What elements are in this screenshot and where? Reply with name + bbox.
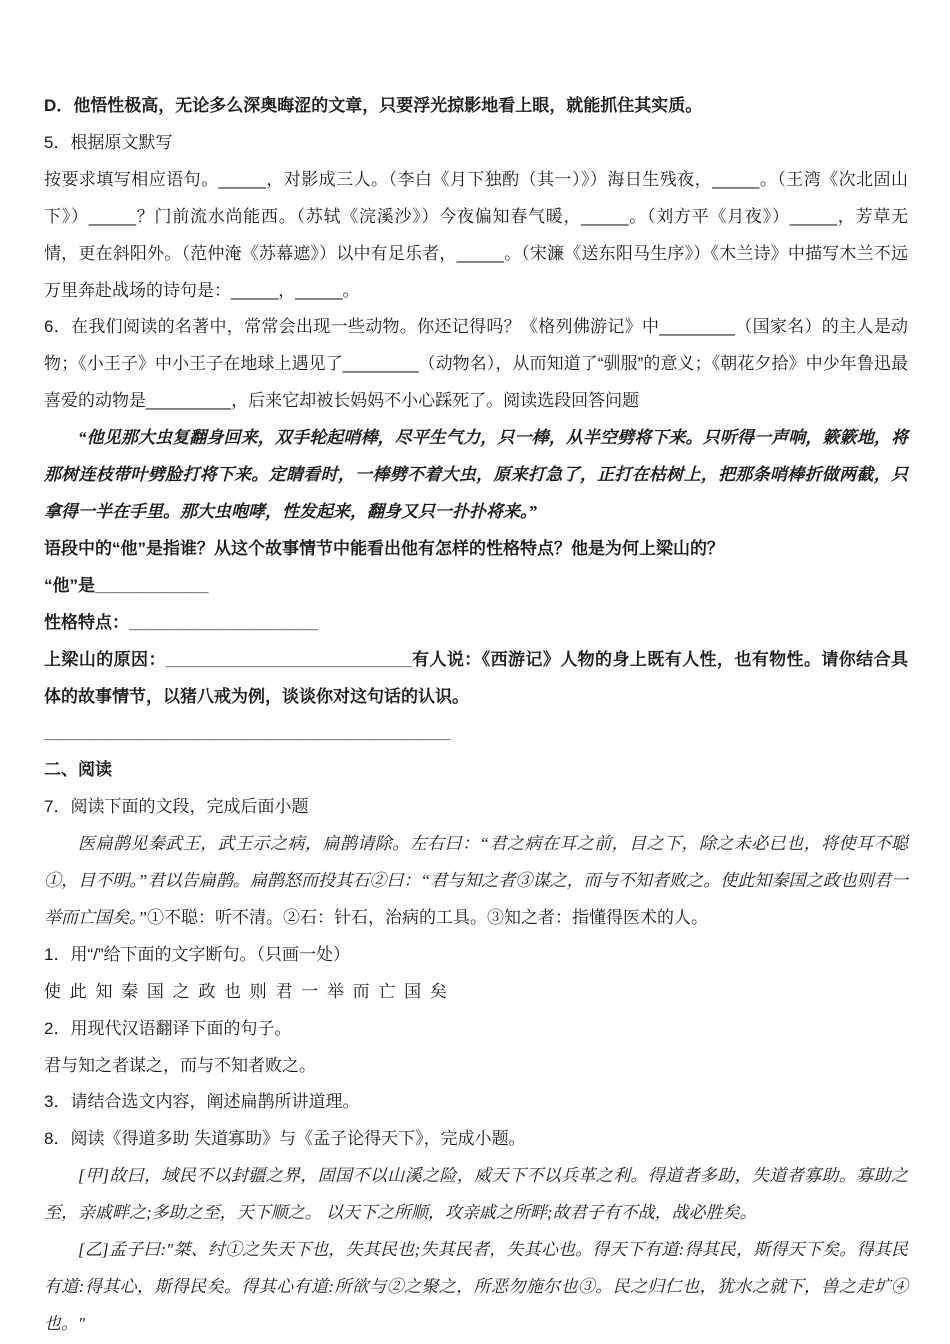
q7-sub3: 3．请结合选文内容，阐述扁鹊所讲道理。 [44, 1092, 360, 1112]
q5-fill-blanks: 按要求填写相应语句。_____，对影成三人。（李白《月下独酌（其一）》）海日生残夜，_____。（王湾《次北固山下》）_____？门前流水尚能西。（苏轼《浣溪沙》）今夜偏知春气暖，_____。（刘方平《月夜》）_____，芳草无情，更在斜阳外。（范仲淹《苏幕遮》）以中有足乐者，_____。（宋濂《送东阳马生序》）《木兰诗》中描写木兰不远万里奔赴战场的诗句是：_____，_____。 [44, 169, 908, 300]
section-2-reading-heading: 二、阅读 [44, 760, 112, 780]
q8-passage-jia: [甲]故曰，域民不以封疆之界，固国不以山溪之险，威天下不以兵革之利。得道者多助，失道者寡助。寡助之至，亲戚畔之;多助之至，天下顺之。 以天下之所顺，攻亲戚之所畔;故君子有不战，战必胜矣。 [44, 1166, 908, 1223]
q7-sub1-sentence: 使 此 知 秦 国 之 政 也 则 君 一 举 而 亡 国 矣 [44, 981, 449, 1001]
q8-heading: 8．阅读《得道多助 失道寡助》与《孟子论得天下》，完成小题。 [44, 1129, 526, 1149]
blank-liangshan-reason: 上梁山的原因：__________________________有人说：《西游记》人物的身上既有人性，也有物性。请你结合具体的故事情节，以猪八戒为例，谈谈你对这句话的认识。 [44, 649, 908, 706]
q6-who-question: 语段中的“他”是指谁？从这个故事情节中能看出他有怎样的性格特点？他是为何上梁山的？ [44, 538, 724, 558]
q8-passage-yi: [乙]孟子曰:"桀、纣①之失天下也，失其民也;失其民者，失其心也。得天下有道:得其民，斯得天下矣。得其民有道:得其心，斯得民矣。得其心有道:所欲与②之聚之，所恶勿施尔也③。民之归仁也，犹水之就下，兽之走圹④也。" [44, 1240, 908, 1333]
q7-heading: 7．阅读下面的文段，完成后面小题 [44, 797, 309, 817]
blank-he-is: “他”是____________ [44, 575, 209, 595]
answer-blank-line: ___________________________________________ [44, 723, 451, 743]
shuihu-excerpt: “他见那大虫复翻身回来，双手轮起哨棒，尽平生气力，只一棒，从半空劈将下来。只听得一声响，簌簌地，将那树连枝带叶劈脸打将下来。定睛看时，一棒劈不着大虫，原来打急了，正打在枯树上，把那条哨棒折做两截，只拿得一半在手里。那大虫咆哮，性发起来，翻身又只一扑扑将来。” [44, 428, 908, 521]
q7-passage-notes: ①不聪：听不清。②石：针石，治病的工具。③知之者：指懂得医术的人。 [146, 907, 708, 927]
q7-classical-passage [44, 826, 908, 937]
q7-sub2-sentence: 君与知之者谋之，而与不知者败之。 [44, 1055, 316, 1075]
q7-sub2: 2．用现代汉语翻译下面的句子。 [44, 1018, 292, 1038]
q5-heading: 5．根据原文默写 [44, 132, 173, 152]
q7-sub1: 1．用“/”给下面的文字断句。（只画一处） [44, 944, 350, 964]
q6-famous-books: 6．在我们阅读的名著中，常常会出现一些动物。你还记得吗？《格列佛游记》中________（国家名）的主人是动物；《小王子》中小王子在地球上遇见了________（动物名），从而知道了“驯服”的意义；《朝花夕拾》中少年鲁迅最喜爱的动物是_________，后来它却被长妈妈不小心踩死了。阅读选段回答问题 [44, 317, 908, 411]
option-d: D．他悟性极高，无论多么深奥晦涩的文章，只要浮光掠影地看上眼，就能抓住其实质。 [44, 96, 703, 115]
q7-passage-text: 医扁鹊见秦武王，武王示之病，扁鹊请除。左右曰：“君之病在耳之前，目之下，除之未必已也，将使耳不聪①，目不明。”君以告扁鹊。扁鹊怒而投其石②曰：“君与知之者③谋之，而与不知者败之。使此知秦国之政也则君一举而亡国矣。” [44, 834, 908, 927]
blank-personality: 性格特点：____________________ [44, 612, 319, 632]
